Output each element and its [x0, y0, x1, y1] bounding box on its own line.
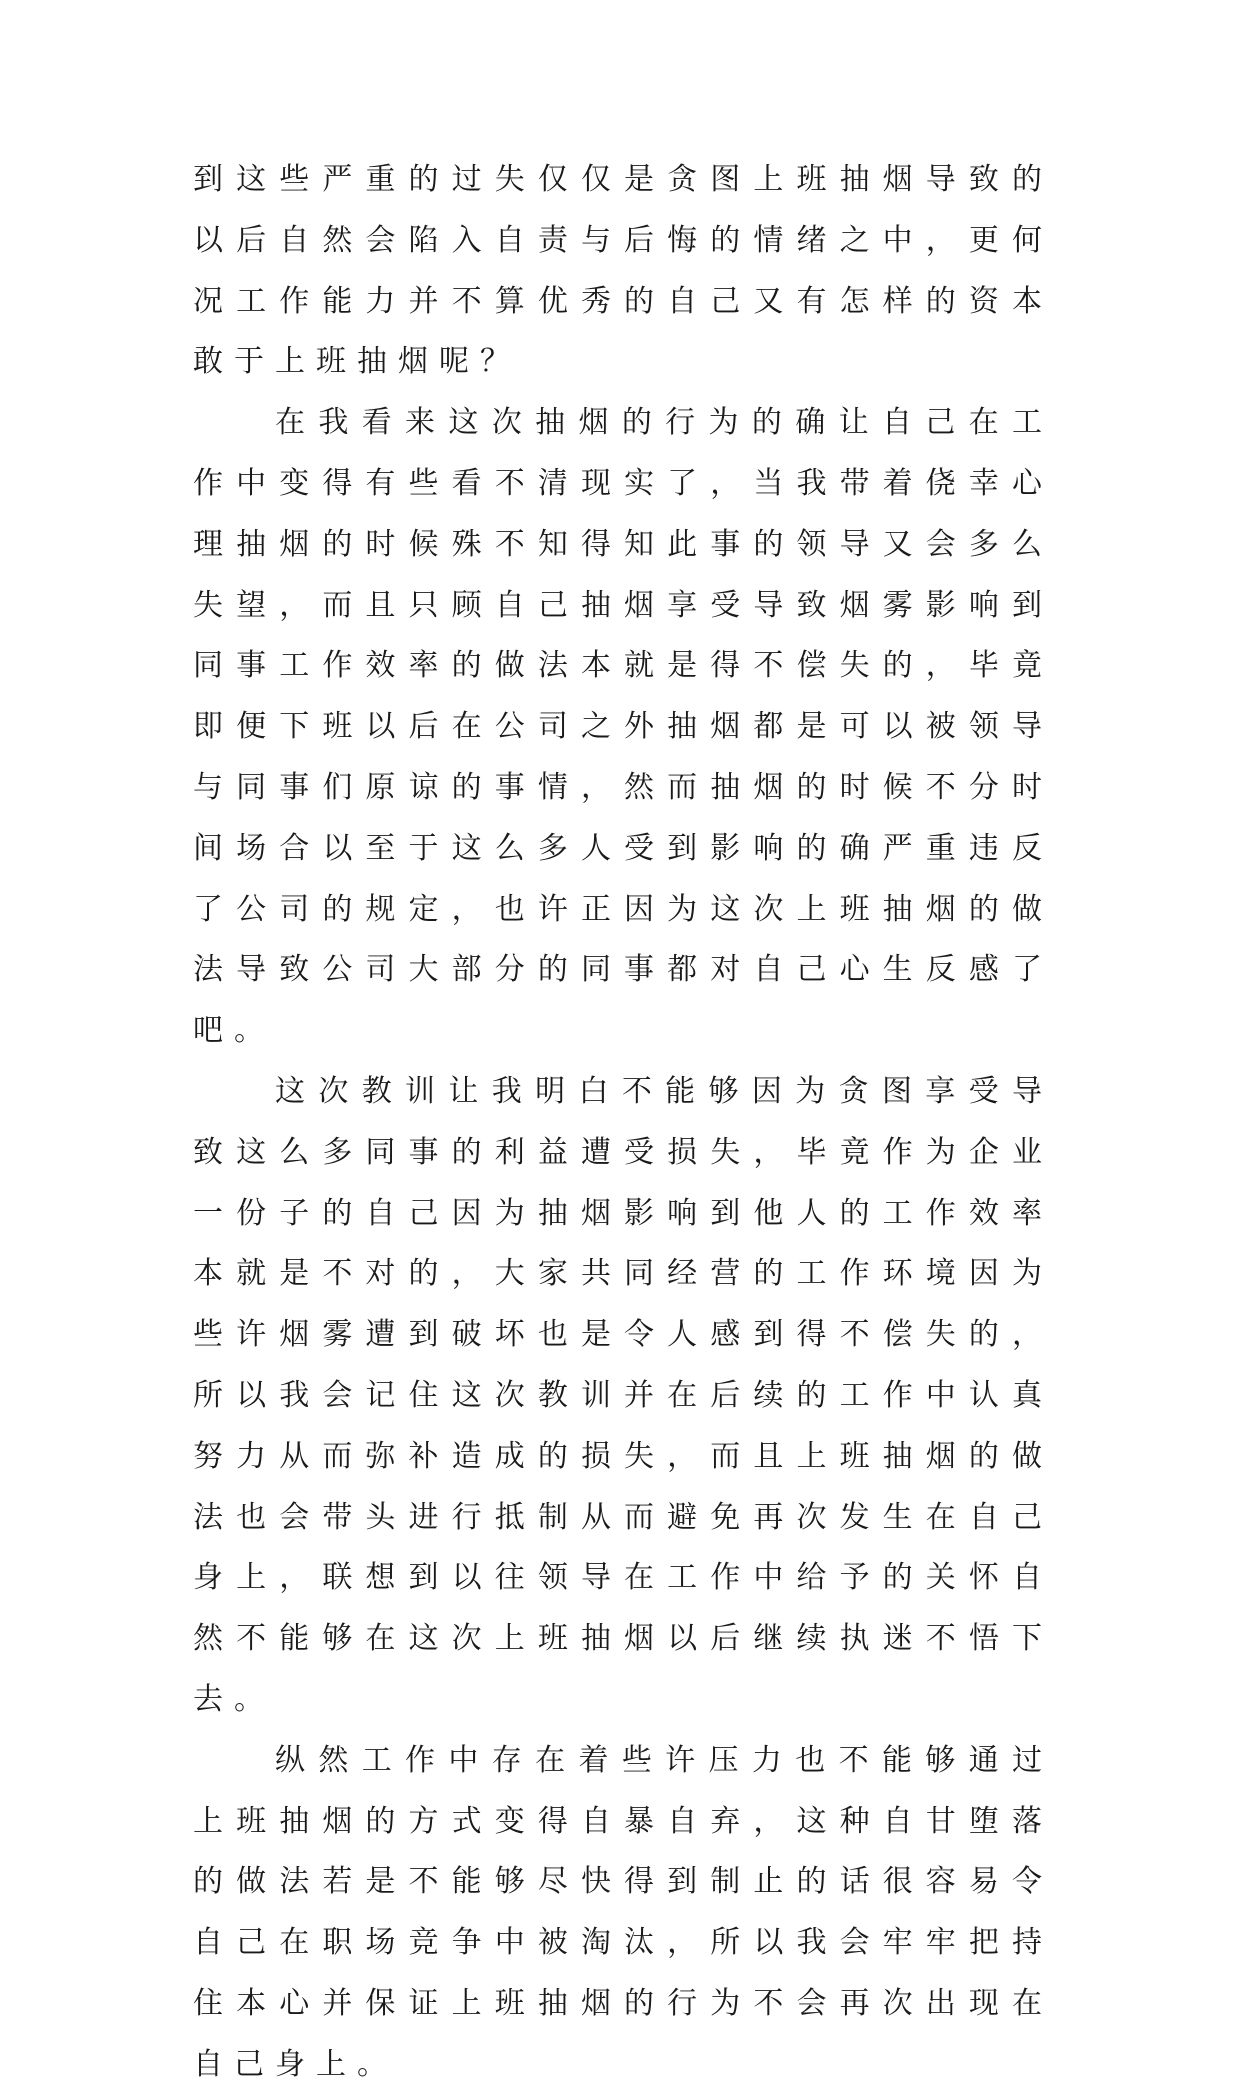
document-body	[193, 150, 1053, 2096]
paragraph-2: 在我看来这次抽烟的行为的确让自己在工作中变得有些看不清现实了，当我带着侥幸心理抽烟的时候殊不知得知此事的领导又会多么失望，而且只顾自己抽烟享受导致烟雾影响到同事工作效率的做法本就是得不偿失的，毕竟即便下班以后在公司之外抽烟都是可以被领导与同事们原谅的事情，然而抽烟的时候不分时间场合以至于这么多人受到影响的确严重违反了公司的规定，也许正因为这次上班抽烟的做法导致公司大部分的同事都对自己心生反感了吧。	[193, 405, 1053, 1049]
paragraph-3: 这次教训让我明白不能够因为贪图享受导致这么多同事的利益遭受损失，毕竟作为企业一份子的自己因为抽烟影响到他人的工作效率本就是不对的，大家共同经营的工作环境因为些许烟雾遭到破坏也是令人感到得不偿失的，所以我会记住这次教训并在后续的工作中认真努力从而弥补造成的损失，而且上班抽烟的做法也会带头进行抵制从而避免再次发生在自己身上，联想到以往领导在工作中给予的关怀自然不能够在这次上班抽烟以后继续执迷不悟下去。	[193, 1073, 1053, 1717]
paragraph-4: 纵然工作中存在着些许压力也不能够通过上班抽烟的方式变得自暴自弃，这种自甘堕落的做法若是不能够尽快得到制止的话很容易令自己在职场竞争中被淘汰，所以我会牢牢把持住本心并保证上班抽烟的行为不会再次出现在自己身上。	[193, 1742, 1053, 2082]
paragraph-1: 到这些严重的过失仅仅是贪图上班抽烟导致的以后自然会陷入自责与后悔的情绪之中，更何况工作能力并不算优秀的自己又有怎样的资本敢于上班抽烟呢？	[193, 162, 1053, 380]
